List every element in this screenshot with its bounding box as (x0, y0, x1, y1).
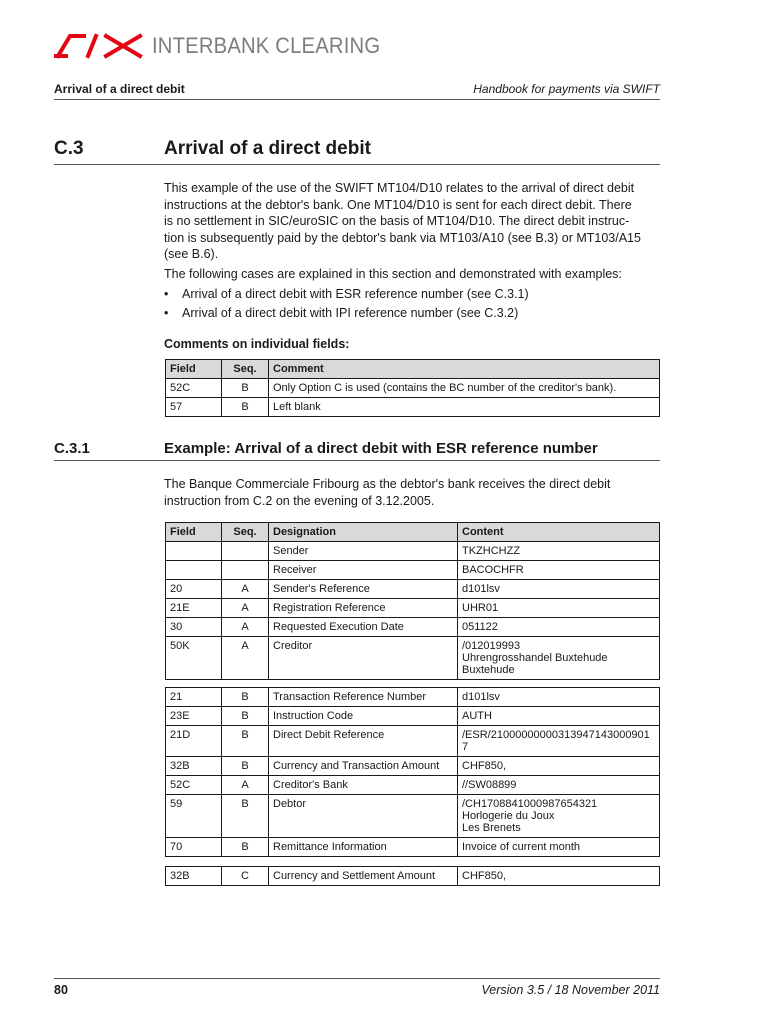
table-header-row (166, 523, 660, 542)
intro-line: (see B.6). (164, 247, 219, 261)
section-heading (54, 138, 660, 165)
table-cell: Transaction Reference Number (269, 688, 458, 707)
column-header: Comment (269, 360, 660, 379)
table-cell: 70 (166, 838, 222, 857)
intro-line: This example of the use of the SWIFT MT104/D10 relates to the arrival of direct debit (164, 181, 635, 195)
message-table-seq-c (165, 866, 660, 886)
table-cell: d101lsv (458, 688, 660, 707)
table-cell: 21D (166, 726, 222, 757)
section-number: C.3 (54, 138, 84, 159)
cases-intro: The following cases are explained in this section and demonstrated with examples: (164, 267, 622, 281)
table-row (166, 580, 660, 599)
table-cell (166, 542, 222, 561)
table-cell: Invoice of current month (458, 838, 660, 857)
comments-heading: Comments on individual fields: (164, 337, 350, 351)
table-cell: Currency and Transaction Amount (269, 757, 458, 776)
subsection-heading (54, 440, 660, 461)
six-logo (54, 30, 400, 62)
table-cell: 21 (166, 688, 222, 707)
table-cell: AUTH (458, 707, 660, 726)
table-cell: 30 (166, 618, 222, 637)
table-cell: C (222, 867, 269, 886)
table-cell: Registration Reference (269, 599, 458, 618)
table-row (166, 398, 660, 417)
table-cell: Requested Execution Date (269, 618, 458, 637)
table-row (166, 707, 660, 726)
intro-line: is no settlement in SIC/euroSIC on the basis of MT104/D10. The direct debit instruc- (164, 214, 630, 228)
table-cell: A (222, 580, 269, 599)
table-cell: 52C (166, 379, 222, 398)
table-cell: Remittance Information (269, 838, 458, 857)
table-header-row (166, 360, 660, 379)
section-title: Arrival of a direct debit (164, 138, 371, 159)
column-header: Designation (269, 523, 458, 542)
subsection-title: Example: Arrival of a direct debit with ESR reference number (164, 440, 598, 457)
section-intro (164, 180, 660, 263)
table-cell: Direct Debit Reference (269, 726, 458, 757)
message-table-seq-a (165, 522, 660, 680)
table-cell: B (222, 838, 269, 857)
table-cell (222, 542, 269, 561)
table-cell: B (222, 688, 269, 707)
column-header: Content (458, 523, 660, 542)
page-footer (54, 978, 660, 997)
table-cell: B (222, 726, 269, 757)
table-cell: 50K (166, 637, 222, 680)
table-cell: BACOCHFR (458, 561, 660, 580)
table-cell: B (222, 379, 269, 398)
table-cell: 32B (166, 757, 222, 776)
table-row (166, 599, 660, 618)
page-number: 80 (54, 983, 68, 997)
sequence-c-rows (166, 867, 660, 886)
table-cell: 23E (166, 707, 222, 726)
table-cell: 32B (166, 867, 222, 886)
table-cell: Instruction Code (269, 707, 458, 726)
table-cell: Sender's Reference (269, 580, 458, 599)
table-cell: CHF850, (458, 757, 660, 776)
six-logo-mark (54, 32, 146, 60)
column-header: Seq. (222, 523, 269, 542)
table-cell: 52C (166, 776, 222, 795)
table-cell: //SW08899 (458, 776, 660, 795)
intro-line: The Banque Commerciale Fribourg as the debtor's bank receives the direct debit (164, 477, 611, 491)
table-cell: B (222, 757, 269, 776)
table-cell: Creditor's Bank (269, 776, 458, 795)
list-item: • Arrival of a direct debit with IPI reference number (see C.3.2) (164, 305, 660, 322)
logo-text: INTERBANK CLEARING (152, 33, 381, 58)
intro-line: instructions at the debtor's bank. One MT104/D10 is sent for each direct debit. There (164, 197, 632, 212)
version-info: Version 3.5 / 18 November 2011 (481, 983, 660, 997)
table-cell: Sender (269, 542, 458, 561)
column-header: Field (166, 523, 222, 542)
table-cell: 57 (166, 398, 222, 417)
subsection-number: C.3.1 (54, 440, 90, 457)
cases-block (164, 266, 660, 322)
table-cell: /CH1708841000987654321 Horlogerie du Joux Les Brenets (458, 795, 660, 838)
column-header: Seq. (222, 360, 269, 379)
table-cell: /ESR/210000000003139471430009017 (458, 726, 660, 757)
table-cell: A (222, 776, 269, 795)
table-cell: 21E (166, 599, 222, 618)
table-row (166, 726, 660, 757)
table-cell: Debtor (269, 795, 458, 838)
table-cell: 20 (166, 580, 222, 599)
table-row (166, 542, 660, 561)
table-row (166, 757, 660, 776)
table-cell: B (222, 398, 269, 417)
table-cell: A (222, 637, 269, 680)
table-row (166, 838, 660, 857)
table-cell: 051122 (458, 618, 660, 637)
table-cell: Receiver (269, 561, 458, 580)
table-cell: CHF850, (458, 867, 660, 886)
table-cell: UHR01 (458, 599, 660, 618)
table-row (166, 688, 660, 707)
table-row (166, 561, 660, 580)
running-header-right: Handbook for payments via SWIFT (473, 82, 660, 96)
table-row (166, 637, 660, 680)
table-cell: Creditor (269, 637, 458, 680)
table-cell: B (222, 795, 269, 838)
table-cell: /012019993 Uhrengrosshandel Buxtehude Buxtehude (458, 637, 660, 680)
table-cell (222, 561, 269, 580)
table-row (166, 618, 660, 637)
table-cell: A (222, 618, 269, 637)
table-cell: d101lsv (458, 580, 660, 599)
message-table-seq-b (165, 687, 660, 857)
table-cell: B (222, 707, 269, 726)
table-cell: Currency and Settlement Amount (269, 867, 458, 886)
table-cell: A (222, 599, 269, 618)
table-cell: Left blank (269, 398, 660, 417)
sequence-b-rows (166, 688, 660, 857)
cases-list (164, 286, 660, 322)
table-cell: TKZHCHZZ (458, 542, 660, 561)
comments-table (165, 359, 660, 417)
table-row (166, 379, 660, 398)
running-header (54, 82, 660, 100)
intro-line: instruction from C.2 on the evening of 3.12.2005. (164, 493, 435, 508)
running-header-left: Arrival of a direct debit (54, 82, 185, 96)
table-cell: 59 (166, 795, 222, 838)
table-row (166, 795, 660, 838)
column-header: Field (166, 360, 222, 379)
subsection-intro (164, 476, 660, 509)
table-cell (166, 561, 222, 580)
intro-line: tion is subsequently paid by the debtor's bank via MT103/A10 (see B.3) or MT103/A15 (164, 230, 641, 245)
sequence-a-rows (166, 542, 660, 680)
table-row (166, 867, 660, 886)
list-item: • Arrival of a direct debit with ESR reference number (see C.3.1) (164, 286, 660, 303)
table-cell: Only Option C is used (contains the BC number of the creditor's bank). (269, 379, 660, 398)
table-row (166, 776, 660, 795)
